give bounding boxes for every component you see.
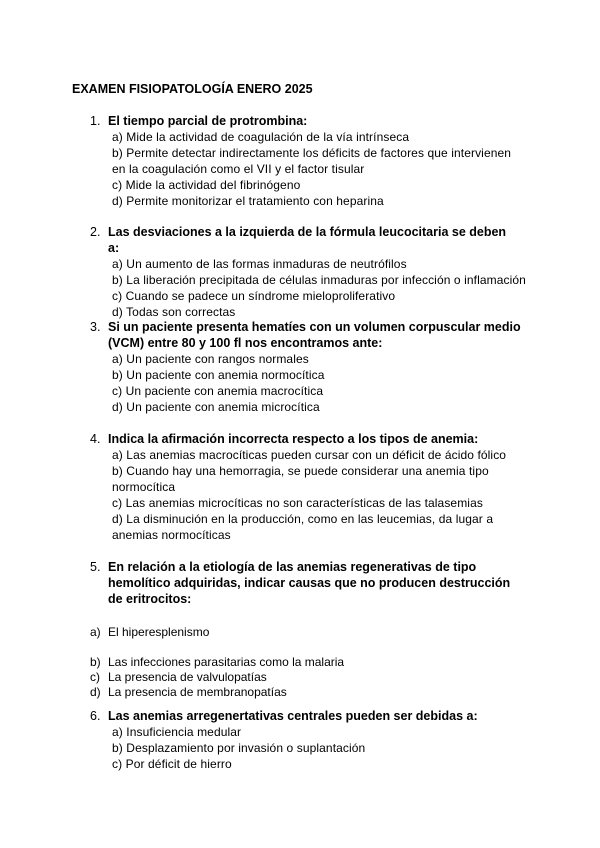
- question-stem: Las anemias arregenertativas centrales pueden ser debidas a:: [108, 709, 478, 723]
- exam-title: EXAMEN FISIOPATOLOGÍA ENERO 2025: [72, 82, 313, 96]
- option-d: d) Un paciente con anemia microcítica: [112, 400, 320, 414]
- question-stem: El tiempo parcial de protrombina:: [108, 114, 308, 128]
- option-c: c) Las anemias microcíticas no son características de las talasemias: [112, 496, 483, 510]
- option-b: b) Desplazamiento por invasión o suplantación: [112, 741, 366, 755]
- option-c: c) Cuando se padece un síndrome mieloproliferativo: [112, 289, 396, 303]
- option-b: [90, 654, 344, 670]
- question-2: [90, 224, 526, 320]
- option-c: c) Por déficit de hierro: [112, 757, 232, 771]
- option-text: Las infecciones parasitarias como la malaria: [108, 655, 345, 669]
- question-stem: Indica la afirmación incorrecta respecto a los tipos de anemia:: [108, 432, 479, 446]
- question-number: 2.: [90, 225, 101, 239]
- option-c: c) Mide la actividad del fibrinógeno: [112, 178, 301, 192]
- question-number: 3.: [90, 320, 101, 334]
- question-6: [90, 708, 526, 772]
- option-b: b) Cuando hay una hemorragia, se puede considerar una anemia tipo normocítica: [112, 464, 489, 494]
- option-a: [90, 624, 209, 640]
- question-number: 4.: [90, 432, 101, 446]
- option-text: El hiperesplenismo: [108, 625, 210, 639]
- option-letter: a): [90, 625, 101, 639]
- option-b: b) Un paciente con anemia normocítica: [112, 368, 325, 382]
- option-list: [112, 129, 526, 209]
- option-d: [90, 684, 287, 700]
- option-letter: d): [90, 685, 101, 699]
- option-list: [112, 256, 526, 320]
- option-c: c) Un paciente con anemia macrocítica: [112, 384, 324, 398]
- option-a: a) Mide la actividad de coagulación de la vía intrínseca: [112, 130, 410, 144]
- option-d: d) Todas son correctas: [112, 305, 236, 319]
- option-d: d) Permite monitorizar el tratamiento con heparina: [112, 194, 384, 208]
- question-5: [90, 559, 528, 607]
- option-d: d) La disminución en la producción, como en las leucemias, da lugar a anemias normocíticas: [112, 512, 494, 542]
- option-list: [112, 724, 526, 772]
- option-text: La presencia de valvulopatías: [108, 670, 267, 684]
- option-a: a) Las anemias macrocíticas pueden cursar con un déficit de ácido fólico: [112, 448, 507, 462]
- option-letter: c): [90, 670, 100, 684]
- option-b: b) La liberación precipitada de células inmaduras por infección o inflamación: [112, 273, 526, 287]
- question-number: 1.: [90, 114, 101, 128]
- option-c: [90, 669, 267, 685]
- option-list: [112, 447, 522, 543]
- option-a: a) Un aumento de las formas inmaduras de neutrófilos: [112, 257, 407, 271]
- option-list: [112, 351, 526, 415]
- question-number: 6.: [90, 709, 101, 723]
- question-number: 5.: [90, 560, 101, 574]
- option-a: a) Un paciente con rangos normales: [112, 352, 309, 366]
- question-stem: En relación a la etiología de las anemias regenerativas de tipo hemolítico adquiridas, indicar causas que no producen destrucción de eritrocitos:: [108, 560, 511, 606]
- option-a: a) Insuficiencia medular: [112, 725, 242, 739]
- question-stem: Si un paciente presenta hematíes con un volumen corpuscular medio (VCM) entre 80 y 100 fl nos encontramos ante:: [108, 320, 521, 350]
- option-text: La presencia de membranopatías: [108, 685, 287, 699]
- option-letter: b): [90, 655, 101, 669]
- question-1: [90, 113, 526, 209]
- question-4: [90, 431, 522, 543]
- option-b: b) Permite detectar indirectamente los déficits de factores que intervienen en la coagulación como el VII y el factor tisular: [112, 146, 512, 176]
- question-3: [90, 319, 528, 415]
- question-stem: Las desviaciones a la izquierda de la fórmula leucocitaria se deben a:: [108, 225, 507, 255]
